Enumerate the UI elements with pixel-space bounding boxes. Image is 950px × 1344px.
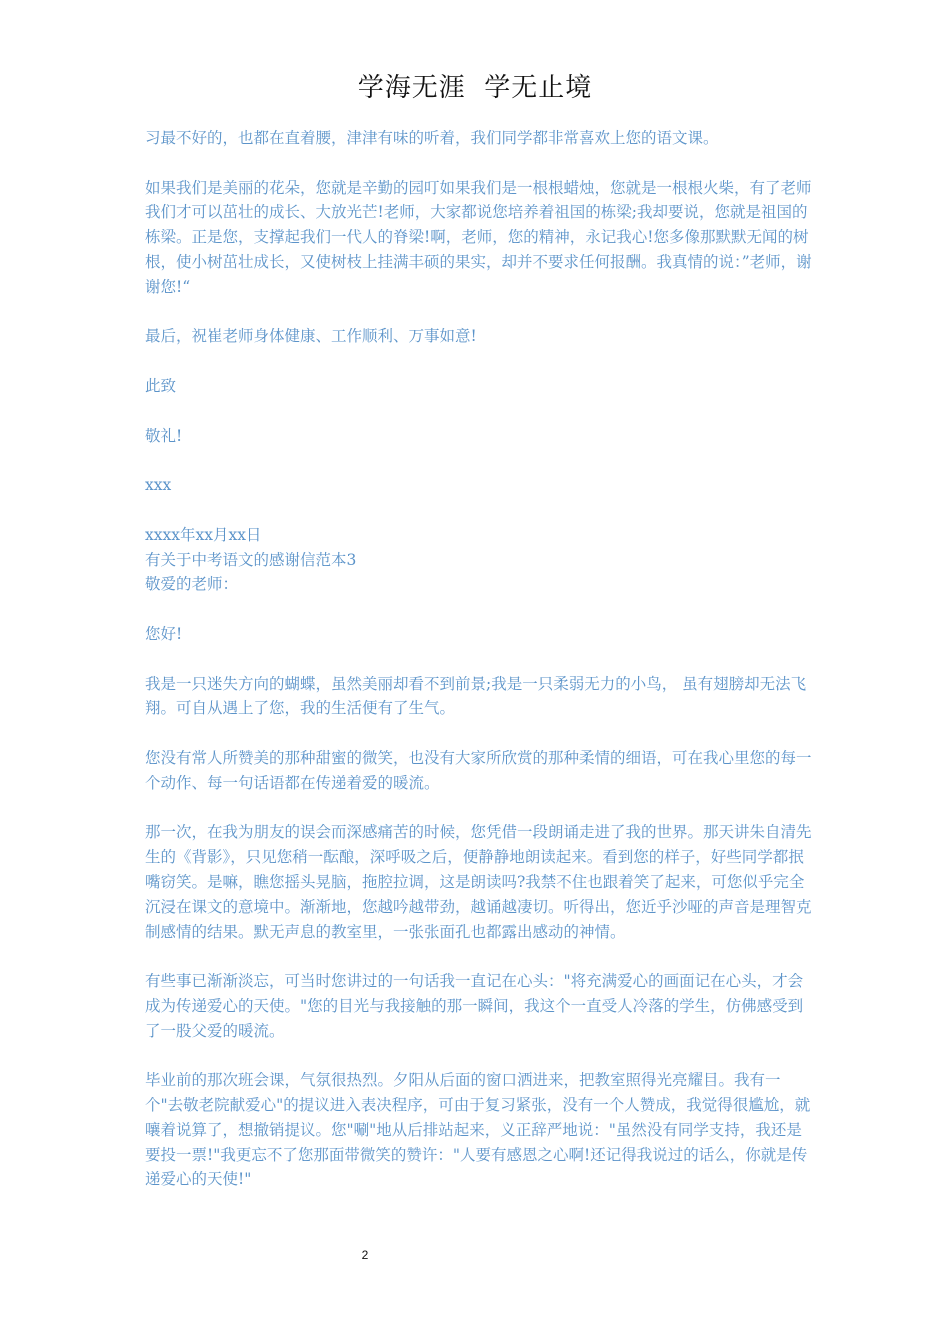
letter-hello: 您好! — [145, 624, 183, 643]
paragraph-gap — [145, 399, 815, 424]
page-header-title: 学海无涯 学无止境 — [357, 73, 593, 103]
paragraph-gap — [145, 647, 815, 672]
signature-name: xxx — [145, 476, 172, 495]
closing-salutation: 此致 — [145, 376, 177, 395]
document-body — [145, 126, 815, 1192]
paragraph-gap — [145, 721, 815, 746]
paragraph-3: 最后，祝崔老师身体健康、工作顺利、万事如意! — [145, 327, 477, 346]
paragraph-gap — [145, 498, 815, 523]
paragraph-12: 您没有常人所赞美的那种甜蜜的微笑，也没有大家所欣赏的那种柔情的细语，可在我心里您的每一个动作、每一句话语都在传递着爱的暖流。 — [145, 748, 812, 792]
paragraph-1: 习最不好的，也都在直着腰，津津有味的听着，我们同学都非常喜欢上您的语文课。 — [145, 129, 719, 147]
paragraph-gap — [145, 448, 815, 473]
signature-date: xxxx年xx月xx日 — [145, 525, 262, 544]
paragraph-13: 那一次，在我为朋友的误会而深感痛苦的时候，您凭借一段朗诵走进了我的世界。那天讲朱自清先生的《背影》，只见您稍一酝酿，深呼吸之后，便静静地朗读起来。看到您的样子，好些同学都抿嘴窃笑。是嘛，瞧您摇头晃脑，拖腔拉调，这是朗读吗?我禁不住也跟着笑了起来，可您似乎完全沉浸在课文的意境中。渐渐地，您越吟越带劲，越诵越凄切。听得出，您近乎沙哑的声音是理智克制感情的结果。默无声息的教室里，一张张面孔也都露出感动的神情。 — [145, 823, 812, 941]
paragraph-gap — [145, 597, 815, 622]
paragraph-gap — [145, 151, 815, 176]
paragraph-11: 我是一只迷失方向的蝴蝶，虽然美丽却看不到前景;我是一只柔弱无力的小鸟， 虽有翅膀却无法飞翔。可自从遇上了您，我的生活便有了生气。 — [145, 674, 807, 718]
paragraph-gap — [145, 300, 815, 325]
paragraph-gap — [145, 944, 815, 969]
paragraph-2: 如果我们是美丽的花朵，您就是辛勤的园叮如果我们是一根根蜡烛，您就是一根根火柴，有了老师我们才可以茁壮的成长、大放光芒!老师，大家都说您培养着祖国的栋梁;我却要说，您就是祖国的栋梁。正是您，支撑起我们一代人的脊梁!啊，老师，您的精神，永记我心!您多像那默默无闻的树根，使小树茁壮成长，又使树枝上挂满丰硕的果实，却并不要求任何报酬。我真情的说：”老师，谢谢您!“ — [145, 178, 812, 296]
page-number: 2 — [361, 1248, 369, 1262]
letter-greeting: 敬爱的老师： — [145, 575, 239, 594]
closing-regards: 敬礼! — [145, 426, 183, 445]
paragraph-15: 毕业前的那次班会课，气氛很热烈。夕阳从后面的窗口洒进来，把教室照得光亮耀目。我有一个"去敬老院献爱心"的提议进入表决程序，可由于复习紧张，没有一个人赞成，我觉得很尴尬，就嚷着说算了，想撤销提议。您"唰"地从后排站起来，义正辞严地说："虽然没有同学支持，我还是要投一票!"我更忘不了您那面带微笑的赞许："人要有感恩之心啊!还记得我说过的话么，你就是传递爱心的天使!" — [145, 1071, 811, 1189]
paragraph-14: 有些事已渐渐淡忘，可当时您讲过的一句话我一直记在心头："将充满爱心的画面记在心头，才会成为传递爱心的天使。"您的目光与我接触的那一瞬间，我这个一直受人冷落的学生，仿佛感受到了一股父爱的暖流。 — [145, 972, 804, 1040]
paragraph-gap — [145, 349, 815, 374]
section-title: 有关于中考语文的感谢信范本3 — [145, 550, 357, 569]
paragraph-gap — [145, 1043, 815, 1068]
paragraph-gap — [145, 796, 815, 821]
